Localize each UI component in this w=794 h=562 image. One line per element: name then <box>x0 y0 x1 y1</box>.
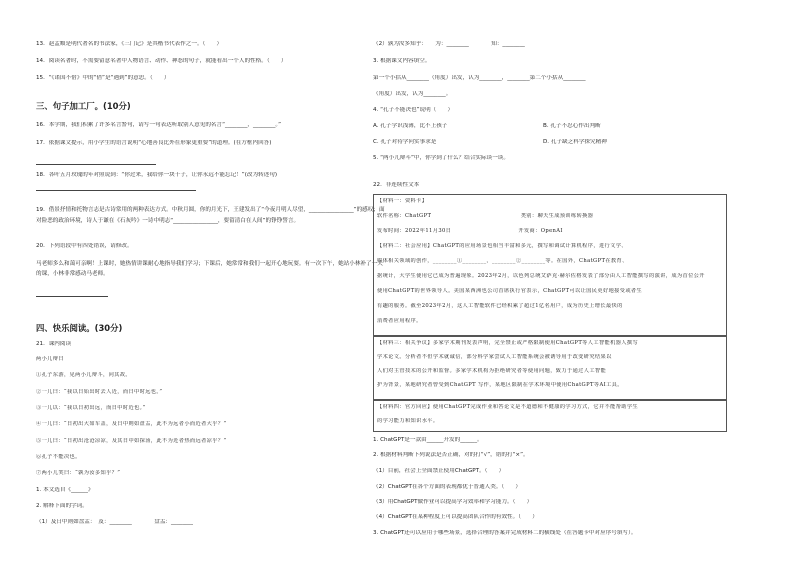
section-four-title: 四、快乐阅读。(30分) <box>36 323 123 333</box>
passage-line-2: ②一儿曰：“我以日始出时去人近，而日中时远也。” <box>36 389 163 395</box>
option-d[interactable]: D. 孔子缺乏科学探究精神 <box>543 139 607 145</box>
question-15: 15．“《诺国不借》中的“借”是“遇到”的意思。（ ） <box>36 75 170 81</box>
sub-question-2-1: （1）及日中则如盘盂： 及：________ 盘盂：________ <box>36 519 194 525</box>
answer-line[interactable] <box>36 190 196 191</box>
passage-line-5: ⑤一儿曰：“日初出沧沧凉凉，及其日中如探汤，此不为近者热而远者凉乎？” <box>36 438 227 444</box>
software-info-2: 发布时间：2022年11月30日 开发商：OpenAI <box>377 228 563 234</box>
question-18: 18．各叶五月玫瑰的年对照说到：“你过来，我给你一块千子，让你永远不能忘记！”(改为转述句) <box>36 172 278 178</box>
sub-question-5: 5. “两小儿辩斗”中，你学到了什么？结合实际谈一谈。 <box>373 155 509 161</box>
answer-line[interactable] <box>36 164 156 165</box>
q22-sub-1: 1. ChatGPT是一款由______开发的______。 <box>373 437 483 443</box>
material-two-line-4: 使用ChatGPT的世界领导人。美国某西洲也公司首席执行官表示，ChatGPT可以让国民更好地接受或者生 <box>377 288 643 294</box>
material-four-line-2: 的学习能力和知识水平。 <box>377 418 439 424</box>
sub-question-3-line-2: （角度）出发，认为________。 <box>373 91 452 97</box>
section-three-title: 三、句子加工厂。(10分) <box>36 101 131 111</box>
answer-line[interactable] <box>36 296 108 297</box>
q22-judge-2: （2）ChatGPT在各个方面的表现都优于普通人类。（ ） <box>373 484 522 490</box>
question-14: 14．阅读名著时，不需要留意名著中人物语言、动作、神态的句子，就能看出一个人的性格。（ ） <box>36 58 287 64</box>
question-20-passage: 马老师多么和蔼可亲啊！上课时，她热情讲课耐心地指导我们学习；下课后，她常常和我们一起开心地玩耍。有一次下午，她站小林补了一天的课，小林非常感动马老师。 <box>36 261 383 277</box>
question-20: 20．下列语段中有四处错误，请修改。 <box>36 243 133 249</box>
q22-judge-1: （1）目前，社会上全面禁止使用ChatGPT。（ ） <box>373 468 505 474</box>
q22-judge-4: （4）ChatGPT在某种程度上可以提高团队合作的有效性。（ ） <box>373 514 538 520</box>
q22-sub-3: 3. ChatGPT还可以应用于哪些场景，选择合理的答案并完成材料二的横线处（在答题卡中对应序号填写）。 <box>373 530 637 536</box>
passage-line-6: ⑥孔子不能决也。 <box>36 454 81 460</box>
option-b[interactable]: B. 孔子不忍心作出判断 <box>543 123 601 129</box>
option-a[interactable]: A. 孔子学识浅薄，比不上孩子 <box>373 123 448 129</box>
material-three-line-3: 人们对主管技术的公开和监督。多家学术机构为拒绝研究者等使用问题，致力于通过人工智能 <box>377 368 607 374</box>
sub-question-4: 4. “孔子不能决也”说明（ ） <box>373 107 454 113</box>
material-two-line-6: 消费者应用程序。 <box>377 318 422 324</box>
question-22: 22．非连续性文本 <box>373 182 420 188</box>
option-c[interactable]: C. 孔子对待学问实事求是 <box>373 139 437 145</box>
sub-question-2: 2. 解释下面的字词。 <box>36 503 88 509</box>
passage-line-1: ①孔子东游，见两小儿辩斗，问其故。 <box>36 372 131 378</box>
question-17: 17．依据课文提示，用小学生的语言说明“心地善良比外在形象更重要”的道理。(在方框内回答) <box>36 140 272 146</box>
question-19: 19．借景抒情和托物言志是古诗常用的两种表达方式。中秋月圆，你的月光下，王建发出了“今夜月明人尽望，________________”的感叹；面对险恶的政治环境，诗人于谦在《石灰吟》一诗中明志“________________，要留清白在人间”的铮铮誓言。 <box>36 207 385 224</box>
sub-question-1: 1. 本文选自《______》 <box>36 487 94 493</box>
q22-judge-3: （3）用ChatGPT做作业可以提高学习效率和学习能力。（ ） <box>373 499 533 505</box>
question-21: 21．课内阅读 <box>36 341 72 347</box>
material-two-line-3: 据统计，大学生使用它已成为普遍现象。2023年2月，以色列总统艾萨克·赫尔佐格发表了部分由人工智能撰写的演讲，成为首位公开 <box>377 273 705 279</box>
material-two-line-2: 媒体相关领域的创作，________①________，________②________等。在国外，ChatGPT在教育、 <box>377 258 628 264</box>
passage-line-3: ③一儿以：“我以日初出远，而日中时近也。” <box>36 405 146 411</box>
material-two-line-5: 有趣的服务。截至2023年2月，这人工智能软件已经积累了超过1亿名用户，成为历史上增长最快的 <box>377 303 623 309</box>
material-three-line-2: 学术论文。分析者不但学术就诚信，部分科学家尝试人工智能系统会被诱导用于改变研究结果以 <box>377 354 612 360</box>
material-three-line-1: 【材料三：相关争议】多家学术期刊发表声明，完全禁止或严格限制使用ChatGPT等人工智能机器人撰写 <box>377 340 639 346</box>
material-three-line-4: 护为背景，某地研究者曾受到ChatGPT 写作，某地区限制在学术环境中使用ChatGPT等AI工具。 <box>377 382 623 388</box>
software-info-1: 软件名称：ChatGPT 类别：聊天生成预训练转换器 <box>377 213 594 219</box>
passage-line-7: ⑦两小儿笑曰：“孰为汝多知乎？” <box>36 470 121 476</box>
material-two-line-1: 【材料二：社会应用】ChatGPT的应用场景也相当丰富和多元，撰写和调试计算机程序，进行文学、 <box>377 243 627 249</box>
passage-line-4: ④一儿曰：“日初出大如车盖，及日中则如盘盂，此不为远者小而近者大乎？” <box>36 421 227 427</box>
sub-question-2-2: （2）孰为汝多知乎： 为：________ 知：________ <box>373 41 525 47</box>
question-13: 13．赵孟頫是明代著名的书法家，《三门记》是其楷书代表作之一。（ ） <box>36 41 223 47</box>
material-four-line-1: 【材料四：官方回应】使用ChatGPT完成作业和答论文是不道德和不健康的学习方式，它并不能帮助学生 <box>377 404 639 410</box>
q22-sub-2: 2. 根据材料判断下列说法是否正确，对的打“√”，错的打“×”。 <box>373 452 529 458</box>
material-one-title: 【材料一：资料卡】 <box>377 198 428 204</box>
passage-title: 两小儿辩日 <box>36 356 64 362</box>
sub-question-3-line-1: 第一个小括从________（角度）出发，认为________，________第二个小括从________ <box>373 75 586 81</box>
sub-question-3: 3. 根据课文内容填空。 <box>373 58 431 64</box>
question-16: 16．本学期，我们积累了许多名言警句，请写一句表达听取别人意见的名言“________，________。” <box>36 122 282 128</box>
